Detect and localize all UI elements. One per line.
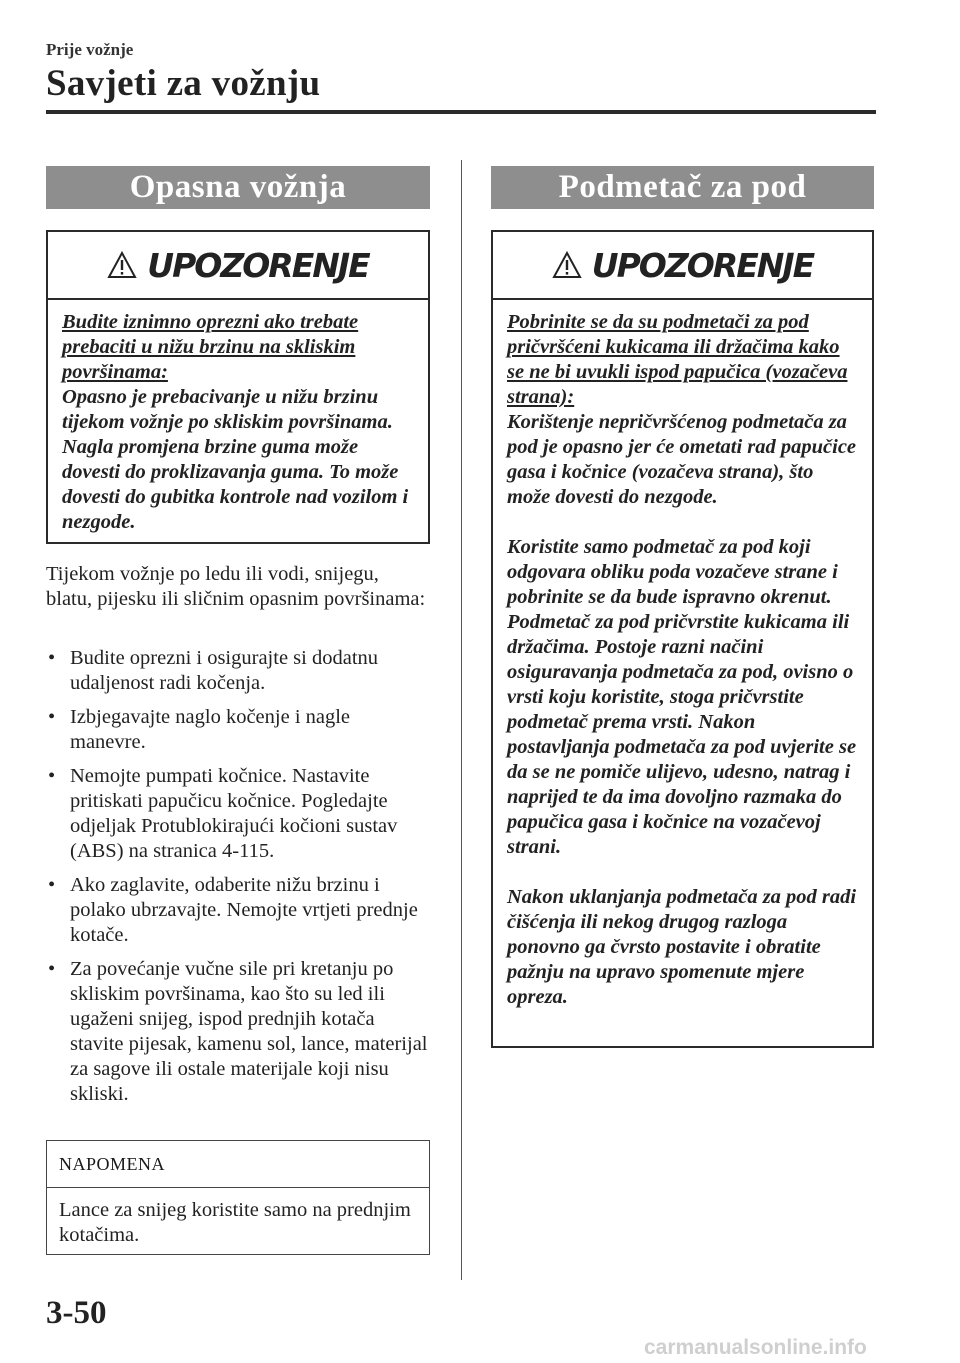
bullet-dot-icon: • — [48, 765, 56, 787]
warning-paragraph-1: Korištenje nepričvršćenog podmetača za pod je opasno jer će ometati rad papučice gasa i kočnice (vozačeva strana), što može dovesti do nezgode. — [507, 411, 857, 508]
list-item — [46, 764, 430, 864]
warning-header — [48, 232, 428, 300]
paragraph-gap — [507, 860, 858, 885]
warning-box-left — [46, 230, 430, 544]
list-item-text: Ako zaglavite, odaberite nižu brzinu i polako ubrzavajte. Nemojte vrtjeti prednje kotače. — [70, 874, 418, 946]
section-band-dangerous-driving: Opasna vožnja — [46, 166, 430, 209]
paragraph-gap — [507, 510, 858, 535]
list-item — [46, 646, 430, 696]
warning-triangle-icon — [552, 251, 582, 279]
page-title: Savjeti za vožnju — [46, 63, 321, 104]
warning-box-right — [491, 230, 874, 1048]
bullet-dot-icon: • — [48, 647, 56, 669]
warning-triangle-icon — [107, 251, 137, 279]
warning-title: UPOZORENJE — [147, 245, 369, 285]
bullet-list — [46, 646, 430, 1116]
warning-text: Opasno je prebacivanje u nižu brzinu tijekom vožnje po skliskim površinama. Nagla promjena brzine guma može dovesti do proklizavanja guma. To može dovesti do gubitka kontrole nad vozilom i nezgode. — [62, 386, 409, 533]
intro-text: Tijekom vožnje po ledu ili vodi, snijegu, blatu, pijesku ili sličnim opasnim površinama: — [46, 563, 426, 610]
section-band-floor-mat: Podmetač za pod — [491, 166, 874, 209]
warning-body — [48, 300, 428, 547]
bullet-dot-icon: • — [48, 958, 56, 980]
page-number: 3-50 — [46, 1295, 107, 1331]
warning-paragraph-3: Nakon uklanjanja podmetača za pod radi čišćenja ili nekog drugog razloga ponovno ga čvrsto postavite i obratite pažnju na upravo spomenute mjere opreza. — [507, 886, 857, 1008]
list-item-text: Nemojte pumpati kočnice. Nastavite pritiskati papučicu kočnice. Pogledajte odjeljak Protublokirajući kočioni sustav (ABS) na stranica 4-115. — [70, 765, 398, 862]
note-box — [46, 1140, 430, 1255]
list-item — [46, 957, 430, 1107]
bullet-dot-icon: • — [48, 874, 56, 896]
list-item — [46, 873, 430, 948]
bullet-dot-icon: • — [48, 706, 56, 728]
note-title: NAPOMENA — [47, 1141, 429, 1188]
header-rule — [46, 110, 876, 114]
note-text: Lance za snijeg koristite samo na prednjim kotačima. — [59, 1199, 411, 1246]
warning-lead: Pobrinite se da su podmetači za pod pričvršćeni kukicama ili držačima kako se ne bi uvukli ispod papučica (vozačeva strana): — [507, 311, 848, 408]
list-item-text: Budite oprezni i osigurajte si dodatnu udaljenost radi kočenja. — [70, 647, 379, 694]
column-divider — [461, 160, 462, 1280]
warning-title: UPOZORENJE — [591, 245, 814, 285]
warning-paragraph-2: Koristite samo podmetač za pod koji odgovara obliku poda vozačeve strane i pobrinite se da bude ispravno okrenut. Podmetač za pod pričvrstite kukicama ili držačima. Postoje razni načini osiguravanja podmetača za pod, ovisno o vrsti koju koristite, stoga pričvrstite podmetač prema vrsti. Nakon postavljanja podmetača za pod uvjerite se da se ne pomiče ulijevo, udesno, natrag i naprijed te da ima dovoljno razmaka do papučica gasa i kočnice na vozačevoj strani. — [507, 536, 857, 858]
header-section: Prije vožnje — [46, 40, 134, 59]
list-item — [46, 705, 430, 755]
warning-lead: Budite iznimno oprezni ako trebate prebaciti u nižu brzinu na skliskim površinama: — [62, 311, 359, 383]
list-item-text: Za povećanje vučne sile pri kretanju po skliskim površinama, kao što su led ili ugaženi snijeg, ispod prednjih kotača stavite pijesak, kamenu sol, lance, materijal za sagove ili ostale materijale koji nisu skliski. — [70, 958, 428, 1105]
warning-body — [493, 300, 872, 1022]
warning-header — [493, 232, 872, 300]
watermark: carmanualsonline.info — [644, 1336, 867, 1359]
list-item-text: Izbjegavajte naglo kočenje i nagle manevre. — [70, 706, 351, 753]
